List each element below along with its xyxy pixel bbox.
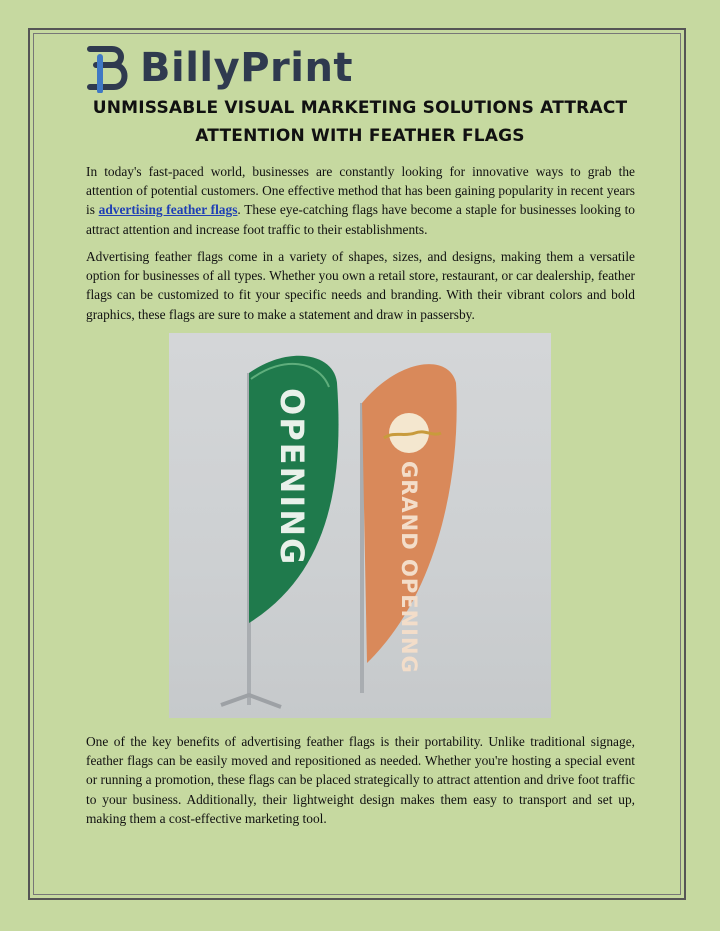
title-line-2: ATTENTION WITH FEATHER FLAGS [195, 126, 525, 146]
paragraph-3: One of the key benefits of advertising feather flags is their portability. Unlike traditional signage, feather flags can be easily moved and repositioned as needed. Whether you're hosting a special event or running a promotion, these flags can be placed strategically to attract attention and drive foot traffic to your business. Additionally, their lightweight design makes them easy to transport and set up, making them a cost-effective marketing tool. [86, 734, 635, 826]
paragraph-2: Advertising feather flags come in a variety of shapes, sizes, and designs, making them a versatile option for businesses of all types. Whether you own a retail store, restaurant, or car dealership, feather flags can be customized to fit your specific needs and branding. With their vibrant colors and bold graphics, these flags are sure to make a statement and draw in passersby. [86, 249, 635, 322]
logo [86, 42, 353, 94]
paragraph-1 [86, 162, 635, 239]
green-flag-text: OPENING [273, 388, 311, 567]
paragraph-1-after: . These eye-catching flags have become a staple for businesses looking to attract attention and increase foot traffic to their establishments. [86, 202, 636, 237]
title-line-1: UNMISSABLE VISUAL MARKETING SOLUTIONS ATTRACT [92, 98, 628, 118]
advertising-feather-flags-link[interactable]: advertising feather flags [98, 202, 238, 218]
logo-text: BillyPrint [140, 45, 354, 91]
feather-flags-photo [169, 333, 551, 718]
paragraph-1-before: In today's fast-paced world, businesses are constantly looking for innovative ways to grab the attention of potential customers. One effective method that has been gaining popularity in recent years is [86, 164, 635, 218]
billyprint-b-logo-icon [86, 43, 132, 93]
page-title [86, 94, 634, 150]
orange-flag-text: GRAND OPENING [397, 461, 421, 674]
